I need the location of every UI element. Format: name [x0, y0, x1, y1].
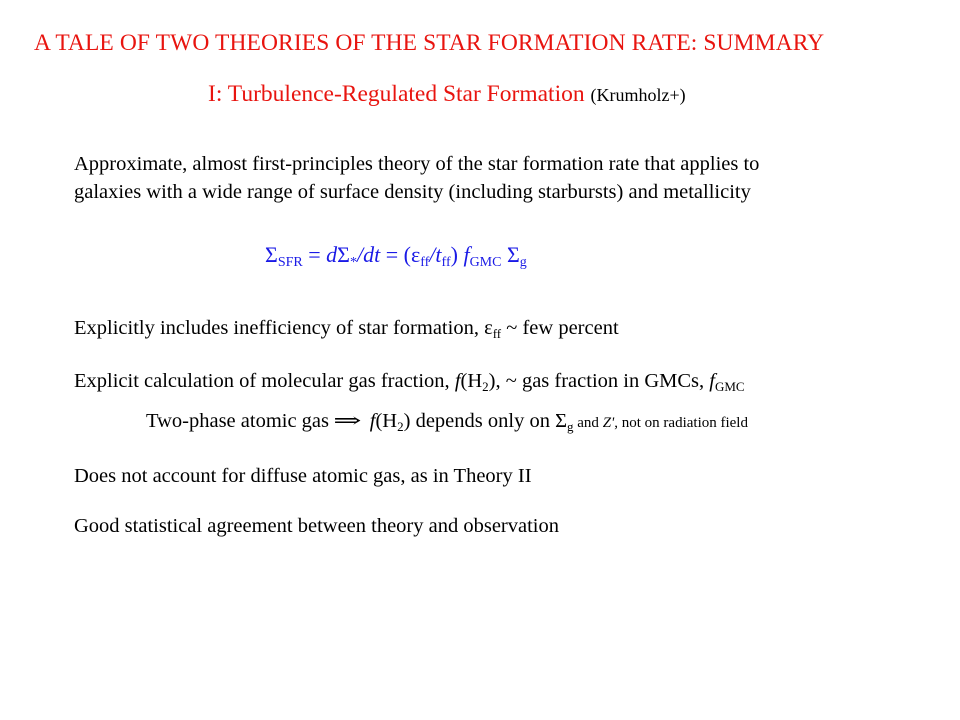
eq-epsilon: ε	[410, 242, 421, 267]
agreement-line: Good statistical agreement between theory and observation	[74, 515, 560, 537]
two-phase-line	[146, 408, 748, 433]
molecular-fraction-line	[74, 370, 745, 393]
molecular-h2-subscript: 2	[482, 379, 489, 394]
eq-slash-2: /	[429, 242, 436, 267]
two-phase-mid: ) depends only on	[403, 410, 556, 432]
eq-star-subscript: *	[349, 255, 357, 270]
eq-f: f	[463, 242, 470, 267]
eq-gmc-subscript: GMC	[469, 255, 502, 270]
implies-arrow-icon: ⇒	[333, 410, 362, 432]
eq-d: d	[326, 242, 338, 267]
two-phase-f: f	[369, 410, 376, 432]
inefficiency-tail: ~ few percent	[501, 317, 619, 339]
inefficiency-text: Explicitly includes inefficiency of star formation,	[74, 317, 485, 339]
eq-sigma-g: Σ	[506, 242, 520, 267]
subtitle-text: I: Turbulence-Regulated Star Formation	[208, 81, 585, 107]
molecular-text: Explicit calculation of molecular gas fraction,	[74, 370, 455, 392]
approx-line-2: galaxies with a wide range of surface density (including starbursts) and metallicity	[74, 181, 751, 203]
eq-equals-open: = (	[380, 242, 411, 267]
molecular-f-gmc: f	[709, 370, 715, 392]
inefficiency-line	[74, 317, 619, 340]
eq-equals: =	[302, 242, 327, 267]
eq-slash: /	[356, 242, 364, 267]
molecular-f: f	[454, 370, 461, 392]
two-phase-and: and	[573, 415, 603, 431]
eq-dt: dt	[363, 242, 381, 267]
molecular-h2-close: ), ~ gas fraction in GMCs,	[488, 370, 710, 392]
eq-g-subscript: g	[519, 255, 527, 270]
eq-close: )	[450, 242, 464, 267]
molecular-h2-open: (H	[460, 370, 483, 392]
inefficiency-ff-subscript: ff	[492, 326, 502, 341]
molecular-gmc-subscript: GMC	[714, 379, 745, 394]
eq-ff-subscript: ff	[420, 255, 430, 270]
approx-line-1: Approximate, almost first-principles theory of the star formation rate that applies to	[74, 153, 760, 175]
slide-subtitle	[208, 81, 686, 108]
eq-sfr-subscript: SFR	[277, 255, 303, 270]
sfr-equation	[265, 242, 527, 268]
inefficiency-epsilon: ε	[484, 317, 493, 339]
two-phase-z: Z'	[602, 415, 615, 431]
two-phase-text: Two-phase atomic gas	[146, 410, 330, 432]
two-phase-h2-open: (H	[375, 410, 398, 432]
eq-t: t	[435, 242, 442, 267]
eq-tff-subscript: ff	[441, 255, 451, 270]
diffuse-gas-line: Does not account for diffuse atomic gas, as in Theory II	[74, 465, 532, 487]
slide-title: A TALE OF TWO THEORIES OF THE STAR FORMATION RATE: SUMMARY	[34, 30, 825, 56]
subtitle-note: (Krumholz+)	[590, 85, 686, 105]
two-phase-tail: , not on radiation field	[614, 415, 748, 431]
eq-sigma-star: Σ	[337, 242, 350, 267]
two-phase-sigma: Σ	[555, 410, 568, 432]
eq-sigma: Σ	[265, 242, 278, 267]
two-phase-h2-subscript: 2	[397, 419, 404, 434]
two-phase-g-subscript: g	[567, 419, 574, 434]
